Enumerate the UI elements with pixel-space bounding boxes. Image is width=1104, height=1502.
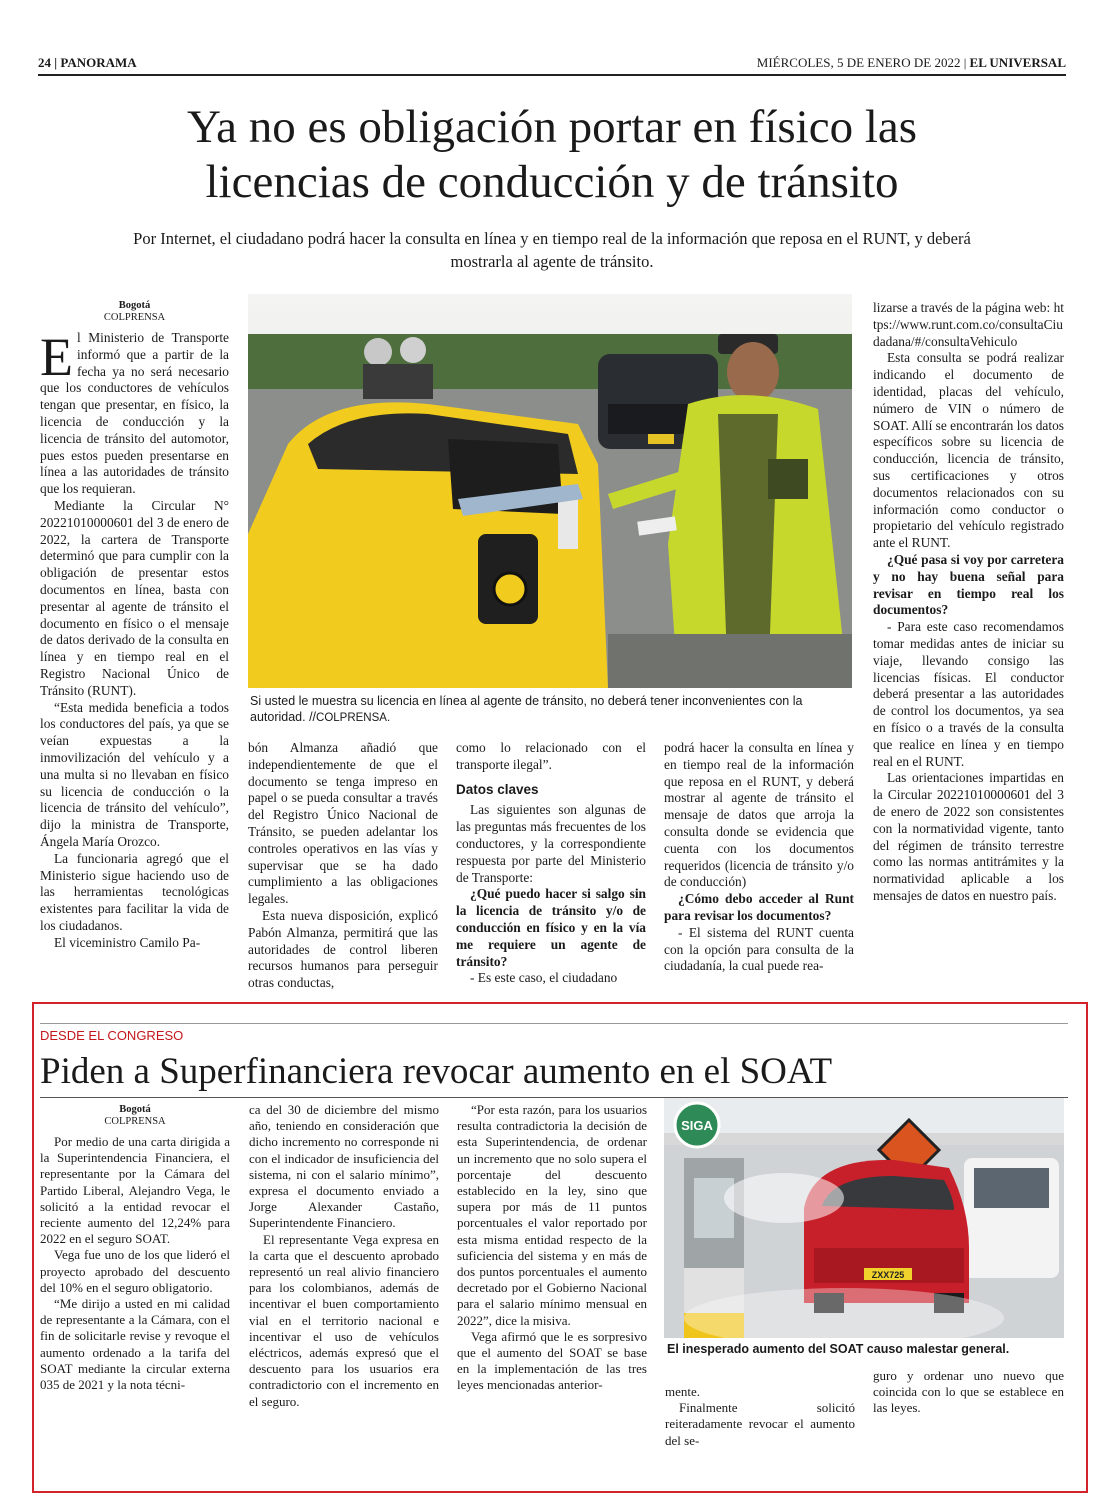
byline-city: Bogotá [118,300,151,311]
byline [40,300,229,324]
soat-column-5 [873,1368,1064,1417]
paragraph: ca del 30 de diciembre del mismo año, teniendo en consideración que dicho incremento no corresponde ni con el indicador de insuficiencia del sistema, ni con el salario mínimo”, expresa el documento enviado a Jorge Alexander Castaño, Superintendente Financiero. [249,1102,439,1231]
page-header [38,52,1066,76]
paragraph: Vega fue uno de los que lideró el proyecto aprobado del descuento del 10% en el seguro obligatorio. [40,1247,230,1295]
soat-photo-caption: El inesperado aumento del SOAT causo malestar general. [667,1342,1010,1356]
soat-photo-toll-booth [664,1098,1064,1338]
main-column-5 [873,300,1064,905]
paragraph: podrá hacer la consulta en línea y en tiempo real de la información que reposa en el RUNT, y deberá mostrar al agente de tránsito el mensaje de datos que arroja la consulta donde se evidencia que cuenta con los documentos requeridos (licencia de tránsito y/o de conducción) [664,740,854,890]
faq-answer: - El sistema del RUNT cuenta con la opción para consulta de la ciudadanía, la cual puede rea- [664,924,854,974]
lead-paragraph: El Ministerio de Transporte informó que a partir de la fecha ya no será necesario que los conductores de vehículos tengan que presentar, en físico, la licencia de conducción y la licencia de tránsito del automotor, pues estos pueden presentarse en línea a las autoridades de tránsito que los requieran. [40,327,229,497]
soat-headline: Piden a Superfinanciera revocar aumento en el SOAT [40,1051,833,1092]
main-photo-taxi-checkpoint [248,294,852,688]
faq-question: ¿Cómo debo acceder al Runt para revisar los documentos? [664,891,854,923]
soat-column-1 [40,1104,230,1393]
photo-credit: COLPRENSA. [316,712,391,724]
kicker: DESDE EL CONGRESO [40,1028,184,1043]
paragraph-runt-url: lizarse a través de la página web: https://www.runt.com.co/consultaCiudadana/#/consultaVehiculo [873,300,1064,349]
paragraph: guro y ordenar uno nuevo que coincida con lo que se establece en las leyes. [873,1368,1064,1416]
paragraph: La funcionaria agregó que el Ministerio sigue haciendo uso de las herramientas tecnológicas existentes para facilitar la vida de los ciudadanos. [40,850,229,933]
faq-question: ¿Qué puedo hacer si salgo sin la licencia de tránsito y/o de conducción en físico y en la vía me requiere un agente de tránsito? [456,886,646,969]
main-column-4 [664,740,854,975]
paragraph: Esta nueva disposición, explicó Pabón Almanza, permitirá que las autoridades de control liberen recursos humanos para perseguir otras conductas, [248,907,438,991]
divider [40,1023,1068,1024]
paragraph: Finalmente solicitó reiteradamente revocar el aumento del se- [665,1400,855,1448]
headline-line-2: licencias de conducción y de tránsito [205,156,899,208]
siga-sign: SIGA [681,1118,713,1133]
main-headline [40,100,1064,210]
soat-column-2 [249,1102,439,1410]
license-plate: ZXX725 [871,1270,905,1280]
paragraph: Vega afirmó que le es sorpresivo que el aumento del SOAT se base en la implementación de las tres leyes mencionadas anterior- [457,1328,647,1393]
paragraph: bón Almanza añadió que independientemente de que el documento se tenga impreso en papel o se pueda consultar a través del Registro Único Nacional de Tránsito, se pueden adelantar los controles operativos en las vías y supervisar que se ha dado cumplimiento a las obligaciones legales. [248,740,438,907]
byline [40,1104,230,1128]
paragraph: “Por esta razón, para los usuarios resulta contradictoria la decisión de esta Superintendencia, de ordenar un incremento que no solo supera el porcentaje del descuento establecido en la ley, sino que supera por más de 11 puntos porcentuales el valor reportado por esta misma entidad respecto de la suficiencia del sistema y en más de dos puntos porcentuales el aumento decretado por el Gobierno Nacional para el salario mínimo mensual en 2022”, dice la misiva. [457,1102,647,1328]
byline-agency: COLPRENSA [104,1116,166,1127]
byline-city: Bogotá [119,1104,151,1115]
drop-cap: E [40,327,73,387]
paragraph: Por medio de una carta dirigida a la Superintendencia Financiera, el representante por la Cámara del Partido Liberal, Alejandro Vega, le solicitó a la entidad revocar el reciente aumento del 12,24% para 2022 en el seguro SOAT. [40,1134,230,1247]
headline-line-1: Ya no es obligación portar en físico las [186,101,918,153]
newspaper-name: EL UNIVERSAL [969,55,1066,70]
main-photo-caption: Si usted le muestra su licencia en línea al agente de tránsito, no deberá tener inconvenientes con la autoridad. //COLPRENSA. [250,694,803,724]
main-column-1 [40,300,229,951]
section-label: 24 | PANORAMA [38,55,137,70]
main-column-2 [248,740,438,992]
paragraph: “Esta medida beneficia a todos los conductores del país, ya que se veían expuestas a la inmovilización del vehículo y a una multa si no llevaban en físico su licencia de conducción o la licencia de tránsito del vehículo”, dijo la ministra de Transporte, Ángela María Orozco. [40,699,229,849]
datos-claves-title: Datos claves [456,781,539,797]
paragraph: Esta consulta se podrá realizar indicando el documento de identidad, placas del vehículo, número de VIN o número de SOAT. Allí se encontrarán los datos específicos sobre su licencia de conducción, licencia de tránsito, sus certificaciones y otros documentos relacionados con su información como conductor o propietario del vehículo registrado ante el RUNT. [873,350,1064,551]
paragraph: El representante Vega expresa en la carta que el descuento aprobado representó un real alivio financiero para los colombianos, además de incentivar el buen comportamiento vial en el territorio nacional e incentivar el uso de vehículos eléctricos, además expresó que el descuento para los usuarios era contradictorio con el incremento en el seguro. [249,1231,439,1409]
paragraph: Las orientaciones impartidas en la Circular 20221010000601 del 3 de enero de 2022 son consistentes con la normatividad vigente, tanto del régimen de tránsito terrestre como las normas antitrámites y la normatividad aplicable a los mensajes de datos en nuestro país. [873,770,1064,903]
main-column-3 [456,740,646,987]
faq-question: ¿Qué pasa si voy por carretera y no hay buena señal para revisar en tiempo real los documentos? [873,551,1064,618]
paragraph: “Me dirijo a usted en mi calidad de representante a la Cámara, con el fin de solicitarle revise y revoque el aumento ordenado a la tarifa del SOAT mediante la circular externa 035 de 2021 y la nota técni- [40,1296,230,1393]
byline-agency: COLPRENSA [103,312,166,323]
faq-answer: - Para este caso recomendamos tomar medidas antes de iniciar su viaje, llevando consigo las licencias físicas. El conductor deberá presentar a las autoridades de control los documentos, ya sea en físico o a través de la consulta que realice en línea y en tiempo real en el RUNT. [873,619,1064,769]
paragraph: mente. [665,1384,701,1399]
soat-column-4 [665,1384,855,1449]
paragraph: El viceministro Camilo Pa- [54,934,201,950]
paragraph: Mediante la Circular N° 20221010000601 del 3 de enero de 2022, la cartera de Transporte determinó que para cumplir con la obligación de presentar estos documentos en línea, basta con presentar al agente de tránsito el documento en físico o el mensaje de datos derivado de la consulta en línea y en tiempo real en el Registro Nacional Único de Tránsito (RUNT). [40,497,229,698]
paragraph: Las siguientes son algunas de las preguntas más frecuentes de los conductores, y la correspondiente respuesta por parte del Ministerio de Transporte: [456,802,646,885]
issue-date: MIÉRCOLES, 5 DE ENERO DE 2022 | [756,55,967,70]
soat-column-3 [457,1102,647,1394]
date-line [757,55,1066,71]
main-subhead: Por Internet, el ciudadano podrá hacer la consulta en línea y en tiempo real de la información que reposa en el RUNT, y deberá mostrarla al agente de tránsito. [133,229,971,271]
faq-answer: - Es este caso, el ciudadano [470,970,618,986]
paragraph: como lo relacionado con el transporte ilegal”. [456,740,646,772]
